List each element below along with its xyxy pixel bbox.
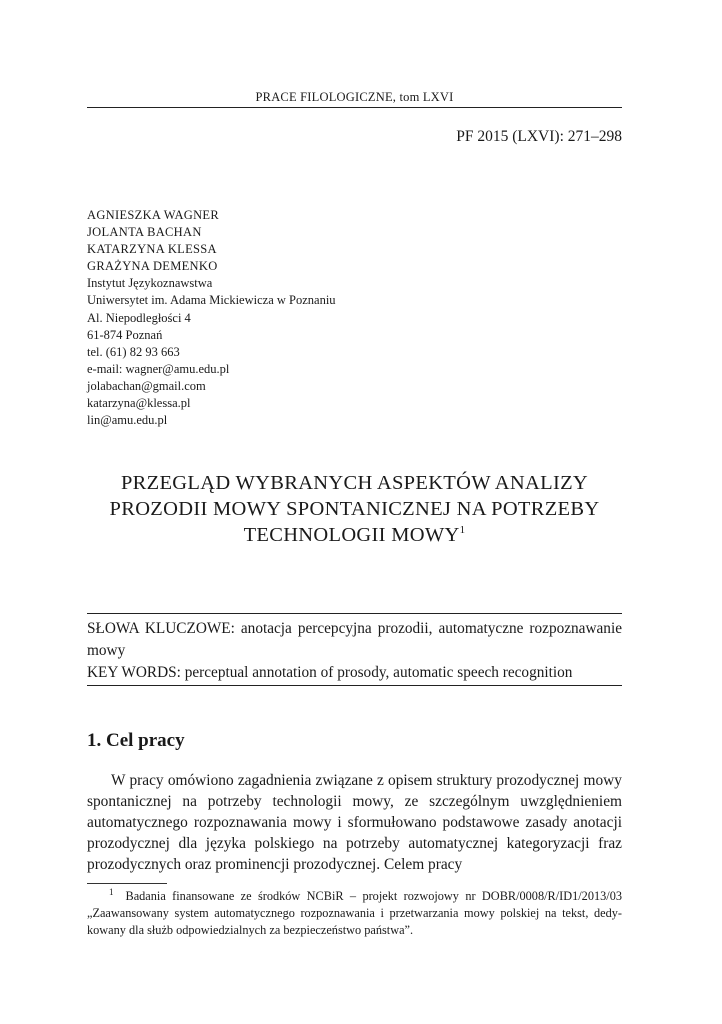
affiliation-line: 61-874 Poznań	[87, 327, 163, 342]
header-rule	[87, 107, 622, 108]
footnote-rule	[87, 883, 167, 884]
author-block	[87, 207, 567, 429]
keywords-bottom-rule	[87, 685, 622, 686]
keywords-polish: SŁOWA KLUCZOWE: anotacja percepcyjna prozodii, automatyczne rozpoznawanie mowy	[87, 620, 622, 659]
phone-line: tel. (61) 82 93 663	[87, 344, 180, 359]
section-heading: 1. Cel pracy	[87, 730, 185, 751]
title-line: PROZODII MOWY SPONTANICZNEJ NA POTRZEBY	[109, 498, 600, 520]
author-name: JOLANTA BACHAN	[87, 225, 202, 240]
affiliation-line: Uniwersytet im. Adama Mickiewicza w Poznaniu	[87, 293, 336, 308]
footnote	[87, 888, 622, 939]
email-line: lin@amu.edu.pl	[87, 413, 168, 428]
keywords-block	[87, 618, 622, 684]
author-name: GRAŻYNA DEMENKO	[87, 259, 218, 274]
footnote-reference[interactable]: 1	[459, 524, 466, 537]
email-line: e-mail: wagner@amu.edu.pl	[87, 361, 230, 376]
footnote-text: Badania finansowane ze środków NCBiR – projekt rozwojowy nr DOBR/0008/R/ID1/2013/03 „Zaawansowany system automatycznego rozpoznawania i przetwarzania mowy polskiej na tekst, dedykowany dla służb odpowiedzialnych za bezpieczeństwo państwa”.	[87, 889, 622, 937]
author-name: KATARZYNA KLESSA	[87, 242, 217, 257]
affiliation-line: Al. Niepodległości 4	[87, 310, 191, 325]
body-paragraph: W pracy omówiono zagadnienia związane z opisem struktury prozodycznej mowy spontanicznej na potrzeby technologii mowy, ze szczególnym uwzględnieniem automatycznego rozpoznawania mowy i sformułowano podstawowe zasady anotacji prozodycznej dla języka polskiego na potrzeby automatycznej kategoryzacji fraz prozodycznych oraz prominencji prozodycznej. Celem pracy	[87, 772, 622, 873]
email-line: jolabachan@gmail.com	[87, 378, 206, 393]
article-title	[87, 470, 622, 548]
citation: PF 2015 (LXVI): 271–298	[456, 128, 622, 145]
title-line: PRZEGLĄD WYBRANYCH ASPEKTÓW ANALIZY	[120, 472, 588, 494]
title-line: TECHNOLOGII MOWY	[243, 524, 460, 546]
affiliation-line: Instytut Językoznawstwa	[87, 276, 213, 291]
title-line-with-footnote	[87, 522, 622, 548]
keywords-english: KEY WORDS: perceptual annotation of prosody, automatic speech recognition	[87, 664, 573, 681]
keywords-top-rule	[87, 613, 622, 614]
email-line: katarzyna@klessa.pl	[87, 396, 191, 411]
running-head: PRACE FILOLOGICZNE, tom LXVI	[255, 90, 454, 104]
author-name: AGNIESZKA WAGNER	[87, 208, 219, 222]
footnote-mark: 1	[109, 886, 114, 897]
